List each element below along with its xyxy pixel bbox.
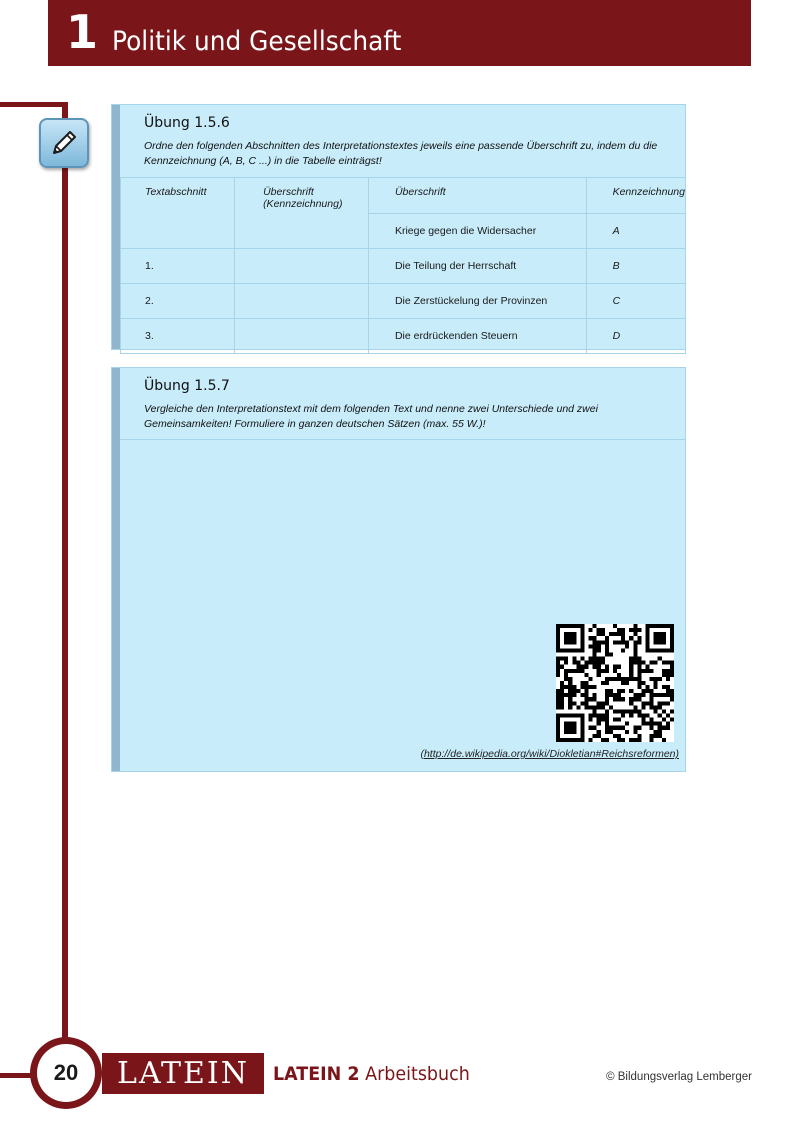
- assignment-table: [120, 177, 686, 354]
- exercise-1-5-7: [111, 367, 686, 772]
- header-ueberschrift: Überschrift: [368, 178, 586, 214]
- exercise-1-5-6: [111, 104, 686, 350]
- mark-cell: C: [586, 284, 685, 319]
- exercise-title: Übung 1.5.6: [144, 115, 230, 131]
- chapter-title: Politik und Gesellschaft: [112, 26, 402, 57]
- copyright: © Bildungsverlag Lemberger: [606, 1071, 752, 1083]
- chapter-header: [48, 0, 751, 66]
- exercise-title: Übung 1.5.7: [144, 378, 230, 394]
- heading-cell: Die Zerstückelung der Provinzen: [368, 284, 586, 319]
- page-number: 20: [37, 1044, 95, 1102]
- latein-logo: LATEIN: [102, 1053, 264, 1094]
- source-link[interactable]: (http://de.wikipedia.org/wiki/Diokletian#Reichsreformen): [420, 748, 679, 760]
- exercise-side-bar: [112, 105, 120, 349]
- heading-cell: Die erdrückenden Steuern: [368, 319, 586, 354]
- header-kennzeichnung: Kennzeichnung: [586, 178, 685, 214]
- header-ueberschrift-kennzeichnung: Überschrift (Kennzeichnung): [235, 178, 369, 249]
- answer-cell[interactable]: [235, 284, 369, 319]
- answer-cell[interactable]: [235, 249, 369, 284]
- section-cell: 3.: [121, 319, 235, 354]
- frame-line-horizontal: [0, 102, 68, 107]
- frame-line-vertical: [62, 102, 68, 1047]
- book-title: [273, 1063, 470, 1085]
- table-row: [121, 284, 686, 319]
- section-cell: 2.: [121, 284, 235, 319]
- section-cell: 1.: [121, 249, 235, 284]
- heading-cell: Die Teilung der Herrschaft: [368, 249, 586, 284]
- book-title-bold: LATEIN 2: [273, 1063, 360, 1085]
- exercise-instruction: Ordne den folgenden Abschnitten des Interpretationstextes jeweils eine passende Überschrift zu, indem du die Kennzeichnung (A, B, C ...) in die Tabelle einträgst!: [144, 140, 658, 167]
- mark-cell: D: [586, 319, 685, 354]
- separator: [120, 439, 685, 440]
- pencil-icon: [39, 118, 89, 168]
- exercise-side-bar: [112, 368, 120, 771]
- qr-code[interactable]: [556, 624, 674, 742]
- answer-cell[interactable]: [235, 319, 369, 354]
- table-row: [121, 319, 686, 354]
- book-title-rest: Arbeitsbuch: [359, 1063, 470, 1085]
- mark-cell: B: [586, 249, 685, 284]
- table-header-row: [121, 178, 686, 214]
- heading-cell: Kriege gegen die Widersacher: [368, 214, 586, 249]
- chapter-number: 1: [66, 5, 99, 59]
- mark-cell: A: [586, 214, 685, 249]
- header-textabschnitt: Textabschnitt: [121, 178, 235, 249]
- table-row: [121, 249, 686, 284]
- exercise-instruction: Vergleiche den Interpretationstext mit dem folgenden Text und nenne zwei Unterschiede und zwei Gemeinsamkeiten! Formuliere in ganzen deutschen Sätzen (max. 55 W.)!: [144, 403, 598, 430]
